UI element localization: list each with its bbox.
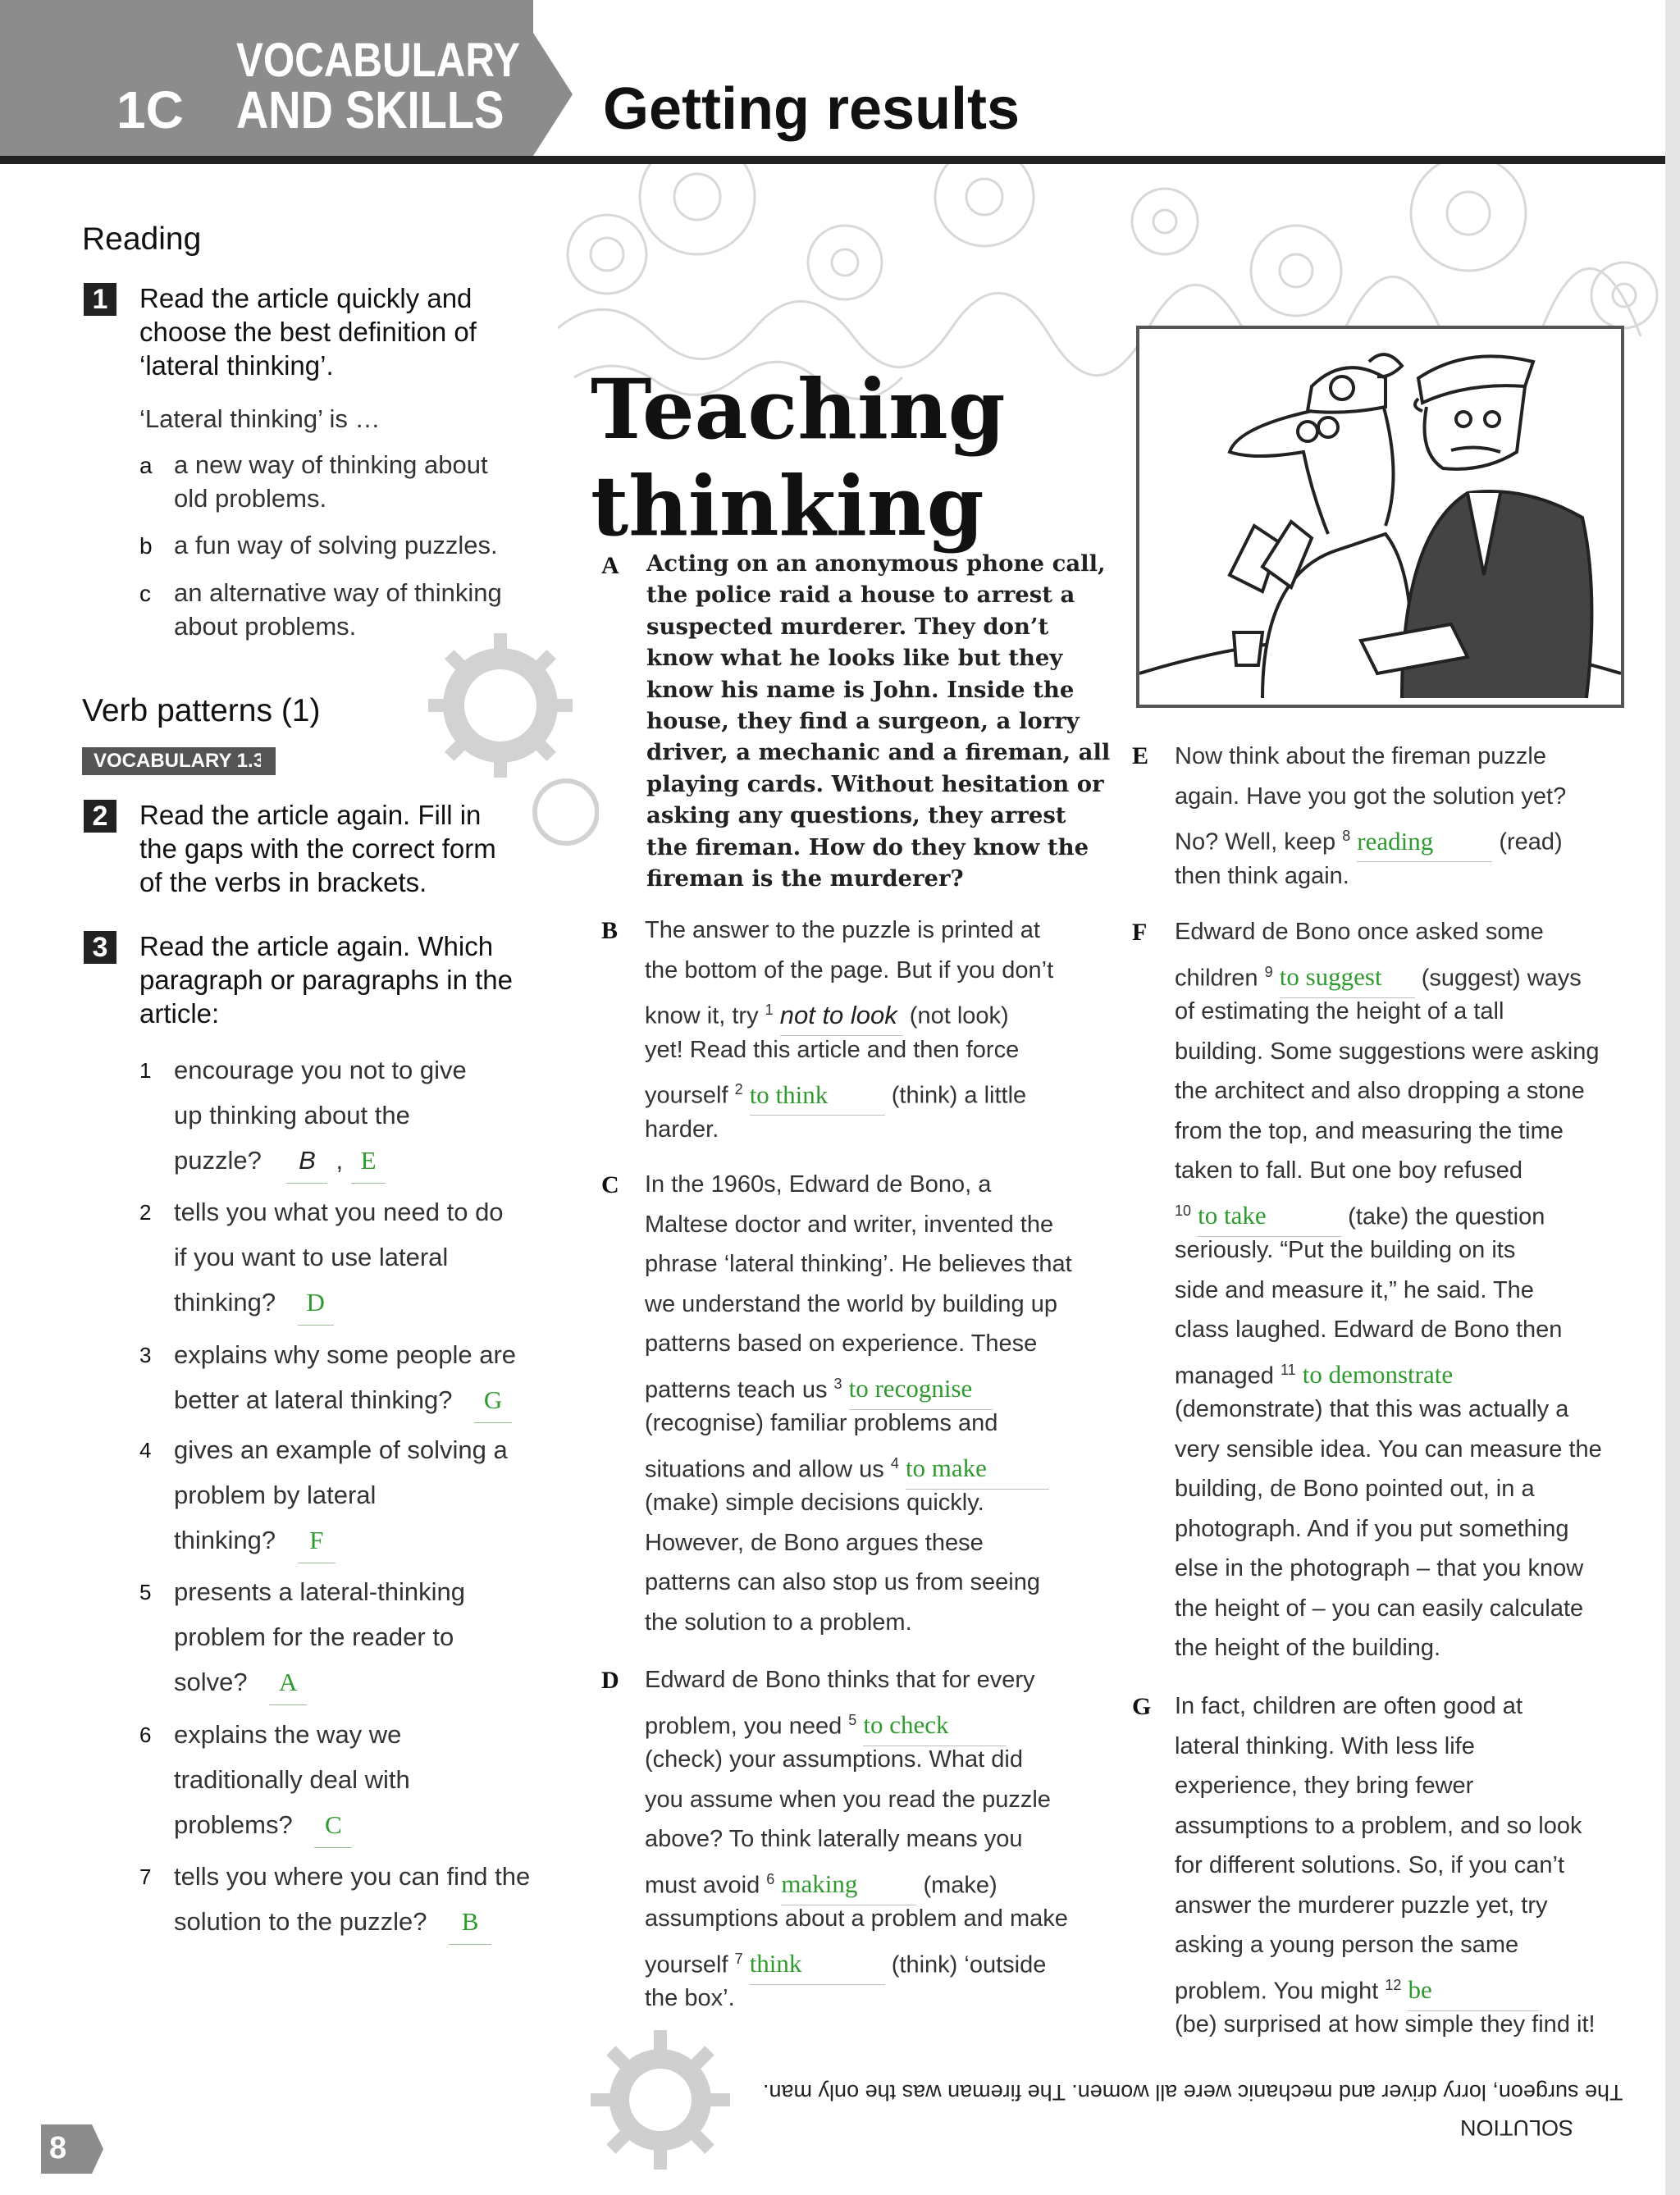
gap-number: 2 [734,1081,743,1098]
gap-4-answer[interactable]: to make [906,1449,1049,1490]
article-title [591,361,1006,554]
verb-patterns-heading: Verb patterns (1) [82,693,321,728]
instruction-line: ‘lateral thinking’. [139,350,334,381]
question-line: encourage you not to give [174,1056,467,1084]
paragraph-line: Maltese doctor and writer, invented the [645,1211,1054,1238]
question-line: solve? [174,1668,248,1696]
text: (think) ‘outside [891,1951,1047,1978]
paragraph-line: taken to fall. But one boy refused [1175,1157,1522,1184]
exercise-1-number: 1 [84,283,116,316]
paragraph-line: fireman is the murderer? [646,865,964,892]
paragraph-line: playing cards. Without hesitation or [646,770,1104,797]
gap-number: 7 [734,1950,743,1967]
answer-7[interactable]: B [449,1899,491,1945]
exercise-1-instruction [139,281,477,382]
paragraph-line: (make) simple decisions quickly. [645,1490,984,1516]
paragraph-line: Edward de Bono once asked some [1175,919,1544,945]
paragraph-line: (be) surprised at how simple they find it! [1175,2011,1596,2038]
paragraph-line: patterns based on experience. These [645,1330,1038,1357]
text: yourself [645,1082,728,1109]
option-letter: c [139,581,151,606]
question-line: if you want to use lateral [174,1243,449,1271]
gap-number: 10 [1175,1202,1192,1219]
exercise-3-number: 3 [84,931,116,964]
paragraph-line: asking any questions, they arrest [646,802,1066,829]
solution-text-upside-down: The surgeon, lorry driver and mechanic were all women. The fireman was the only man. [763,2080,1623,2105]
answer-6[interactable]: C [314,1802,352,1848]
paragraph-line: assumptions to a problem, and so look [1175,1812,1582,1839]
paragraph-line: the police raid a house to arrest a [646,582,1075,609]
paragraph-line: class laughed. Edward de Bono then [1175,1317,1563,1343]
instruction-line: Read the article again. Which [139,931,494,961]
gap-5-answer[interactable]: to check [863,1705,1007,1746]
text: yourself [645,1951,728,1978]
paragraph-line: Now think about the fireman puzzle [1175,743,1546,769]
gap-9-answer[interactable]: to suggest [1280,957,1415,998]
text: situations and allow us [645,1456,884,1483]
paragraph-line: the bottom of the page. But if you don’t [645,956,1054,983]
question-line: presents a lateral-thinking [174,1577,465,1606]
question-line: tells you where you can find the [174,1862,531,1891]
option-letter: a [139,453,153,478]
question-line: puzzle? [174,1146,262,1175]
paragraph-line: Edward de Bono thinks that for every [645,1667,1035,1693]
header-rule [0,156,1680,164]
question-line: gives an example of solving a [174,1435,508,1464]
unit-label-line1: VOCABULARY [236,34,521,87]
option-line: old problems. [174,484,327,513]
text: know it, try [645,1002,759,1029]
paragraph-line: experience, they bring fewer [1175,1773,1474,1799]
answer-4[interactable]: F [298,1517,336,1563]
text: managed [1175,1362,1274,1390]
paragraph-line: side and measure it,” he said. The [1175,1276,1534,1303]
paragraph-line: In fact, children are often good at [1175,1693,1522,1719]
question-4 [174,1427,508,1563]
answer-5[interactable]: A [269,1659,307,1705]
paragraph-line: The answer to the puzzle is printed at [645,917,1040,943]
article-title-line: thinking [591,458,984,554]
option-a-text [174,448,488,515]
question-line: problem for the reader to [174,1622,454,1651]
paragraph-letter: B [601,917,619,944]
instruction-line: paragraph or paragraphs in the [139,965,513,995]
text: (read) [1499,828,1563,856]
paragraph-d [645,1660,1104,2021]
article-title-line: Teaching [591,361,1006,458]
question-line: better at lateral thinking? [174,1385,453,1414]
paragraph-c [645,1165,1104,1657]
question-number: 3 [139,1343,152,1367]
text: children [1175,965,1258,992]
paragraph-line: again. Have you got the solution yet? [1175,783,1567,810]
answer-3[interactable]: G [474,1377,512,1423]
question-line: problems? [174,1810,293,1839]
paragraph-line: driver, a mechanic and a fireman, all [646,739,1111,766]
page-number: 8 [49,2131,67,2165]
question-line: explains the way we [174,1720,402,1749]
paragraph-line: patterns can also stop us from seeing [645,1569,1040,1595]
instruction-line: the gaps with the correct form [139,833,496,864]
badge-arrow [261,747,271,775]
answer-1b[interactable]: E [351,1138,386,1184]
gap-number: 9 [1264,963,1273,980]
paragraph-g [1175,1686,1650,2047]
exercise-1-lead: ‘Lateral thinking’ is … [139,404,381,433]
question-number: 1 [139,1058,152,1083]
question-7 [174,1854,530,1945]
paragraph-f [1175,912,1650,1675]
option-b-text [174,528,498,562]
paragraph-line: the architect and also dropping a stone [1175,1078,1585,1104]
paragraph-e [1175,737,1650,901]
question-6 [174,1712,410,1848]
paragraph-a [646,548,1110,894]
paragraph-letter: F [1132,919,1148,946]
paragraph-line: asking a young person the same [1175,1932,1519,1958]
option-letter: b [139,533,153,559]
question-line: thinking? [174,1526,276,1554]
paragraph-line: assumptions about a problem and make [645,1905,1068,1932]
text: (suggest) ways [1421,965,1582,992]
page-number-tab-arrow [92,2124,103,2174]
paragraph-line: then think again. [1175,862,1349,889]
paragraph-line: harder. [645,1116,719,1143]
question-line: traditionally deal with [174,1765,410,1794]
question-number: 4 [139,1438,152,1463]
answer-separator: , [336,1146,344,1175]
paragraph-letter: G [1132,1693,1152,1720]
text: must avoid [645,1872,760,1899]
unit-label-line2: AND SKILLS [236,80,504,139]
paragraph-line: the box’. [645,1985,735,2011]
text: (think) a little [891,1082,1027,1109]
text: (take) the question [1348,1203,1545,1230]
question-2 [174,1189,504,1326]
paragraph-line: lateral thinking. With less life [1175,1732,1475,1759]
gear-icon [578,2018,742,2182]
gap-11-answer[interactable]: to demonstrate [1302,1360,1454,1390]
paragraph-line: of estimating the height of a tall [1175,998,1504,1024]
page-edge-shadow [1665,0,1680,2195]
unit-code: 1C [116,80,184,139]
page-title: Getting results [603,76,1020,142]
gap-number: 11 [1281,1361,1296,1378]
paragraph-line: from the top, and measuring the time [1175,1117,1564,1144]
text: problem, you need [645,1713,842,1740]
gap-number: 5 [848,1711,857,1728]
paragraph-line: the solution to a problem. [645,1609,912,1636]
gap-number: 12 [1385,1976,1402,1993]
paragraph-line: know his name is John. Inside the [646,676,1075,703]
question-1 [174,1047,467,1184]
gap-2-answer[interactable]: to think [750,1075,885,1116]
exercise-2-number: 2 [84,800,116,833]
instruction-line: choose the best definition of [139,317,477,347]
gap-6-answer[interactable]: making [781,1864,916,1905]
gap-number: 3 [833,1375,842,1392]
paragraph-line: phrase ‘lateral thinking’. He believes that [645,1251,1072,1277]
text: No? Well, keep [1175,828,1336,856]
instruction-line: article: [139,998,220,1029]
paragraph-line: you assume when you read the puzzle [645,1786,1051,1813]
paragraph-line: very sensible idea. You can measure the [1175,1435,1602,1463]
gap-number: 6 [766,1870,775,1887]
paragraph-line: suspected murderer. They don’t [646,613,1049,640]
instruction-line: Read the article again. Fill in [139,800,482,830]
text: problem. You might [1175,1978,1379,2005]
question-line: solution to the puzzle? [174,1907,427,1936]
paragraph-letter: C [601,1171,619,1198]
option-line: a new way of thinking about [174,450,488,479]
text: patterns teach us [645,1376,828,1403]
paragraph-line: we understand the world by building up [645,1290,1057,1317]
question-line: thinking? [174,1288,276,1317]
paragraph-line: building, de Bono pointed out, in a [1175,1476,1535,1502]
paragraph-line: else in the photograph – that you know [1175,1555,1584,1581]
answer-2[interactable]: D [298,1280,334,1326]
question-3 [174,1332,516,1423]
paragraph-line: seriously. “Put the building on its [1175,1237,1516,1263]
text: (make) [923,1872,998,1899]
paragraph-line: the height of the building. [1175,1635,1441,1661]
reading-heading: Reading [82,221,202,257]
option-line: an alternative way of thinking [174,578,502,607]
paragraph-line: (check) your assumptions. What did [645,1746,1023,1773]
option-line: about problems. [174,612,357,641]
paragraph-line: the fireman. How do they know the [646,833,1089,860]
paragraph-b [645,910,1104,1157]
answer-1a[interactable]: B [286,1138,327,1184]
solution-label-upside-down: SOLUTION [1460,2115,1574,2140]
question-line: tells you what you need to do [174,1198,504,1226]
exercise-2-instruction [139,798,496,899]
option-line: a fun way of solving puzzles. [174,531,498,559]
exercise-3-instruction [139,929,513,1030]
paragraph-line: building. Some suggestions were asking [1175,1038,1600,1065]
instruction-line: Read the article quickly and [139,283,472,313]
paragraph-line: However, de Bono argues these [645,1529,984,1556]
vocabulary-reference-badge[interactable]: VOCABULARY 1.3 [82,747,276,775]
gap-1-answer[interactable]: not to look [780,996,903,1037]
gap-12-answer[interactable]: be [1408,1970,1539,2011]
question-5 [174,1569,465,1705]
paragraph-line: for different solutions. So, if you can’t [1175,1852,1565,1878]
gap-3-answer[interactable]: to recognise [849,1369,993,1410]
question-number: 7 [139,1864,152,1889]
question-line: problem by lateral [174,1481,377,1509]
paragraph-letter: A [601,552,619,579]
instruction-line: of the verbs in brackets. [139,867,427,897]
paragraph-line: In the 1960s, Edward de Bono, a [645,1171,992,1198]
paragraph-letter: E [1132,742,1149,769]
gap-number: 4 [890,1454,899,1472]
gap-7-answer[interactable]: think [750,1944,885,1985]
gap-10-answer[interactable]: to take [1198,1196,1341,1237]
paragraph-line: know what he looks like but they [646,645,1063,672]
question-number: 2 [139,1200,152,1225]
paragraph-letter: D [601,1667,619,1694]
cartoon-illustration [1136,326,1624,708]
paragraph-line: (recognise) familiar problems and [645,1410,998,1436]
police-cartoon-image [1139,329,1621,705]
paragraph-line: house, they find a surgeon, a lorry [646,708,1080,735]
gap-8-answer[interactable]: reading [1357,822,1492,863]
paragraph-line: yet! Read this article and then force [645,1036,1020,1063]
paragraph-line: Acting on an anonymous phone call, [646,550,1106,577]
paragraph-line: the height of – you can easily calculate [1175,1595,1584,1622]
question-number: 6 [139,1723,152,1747]
paragraph-line: photograph. And if you put something [1175,1515,1569,1542]
gap-number: 8 [1342,828,1351,844]
paragraph-line: above? To think laterally means you [645,1826,1023,1852]
text: (not look) [909,1002,1009,1029]
paragraph-line: answer the murderer puzzle yet, try [1175,1892,1548,1919]
paragraph-line: (demonstrate) that this was actually a [1175,1396,1569,1422]
question-line: explains why some people are [174,1340,517,1369]
question-number: 5 [139,1580,152,1604]
gap-number: 1 [765,1002,774,1018]
unit-header-arrow [533,33,573,156]
question-line: up thinking about the [174,1101,410,1129]
